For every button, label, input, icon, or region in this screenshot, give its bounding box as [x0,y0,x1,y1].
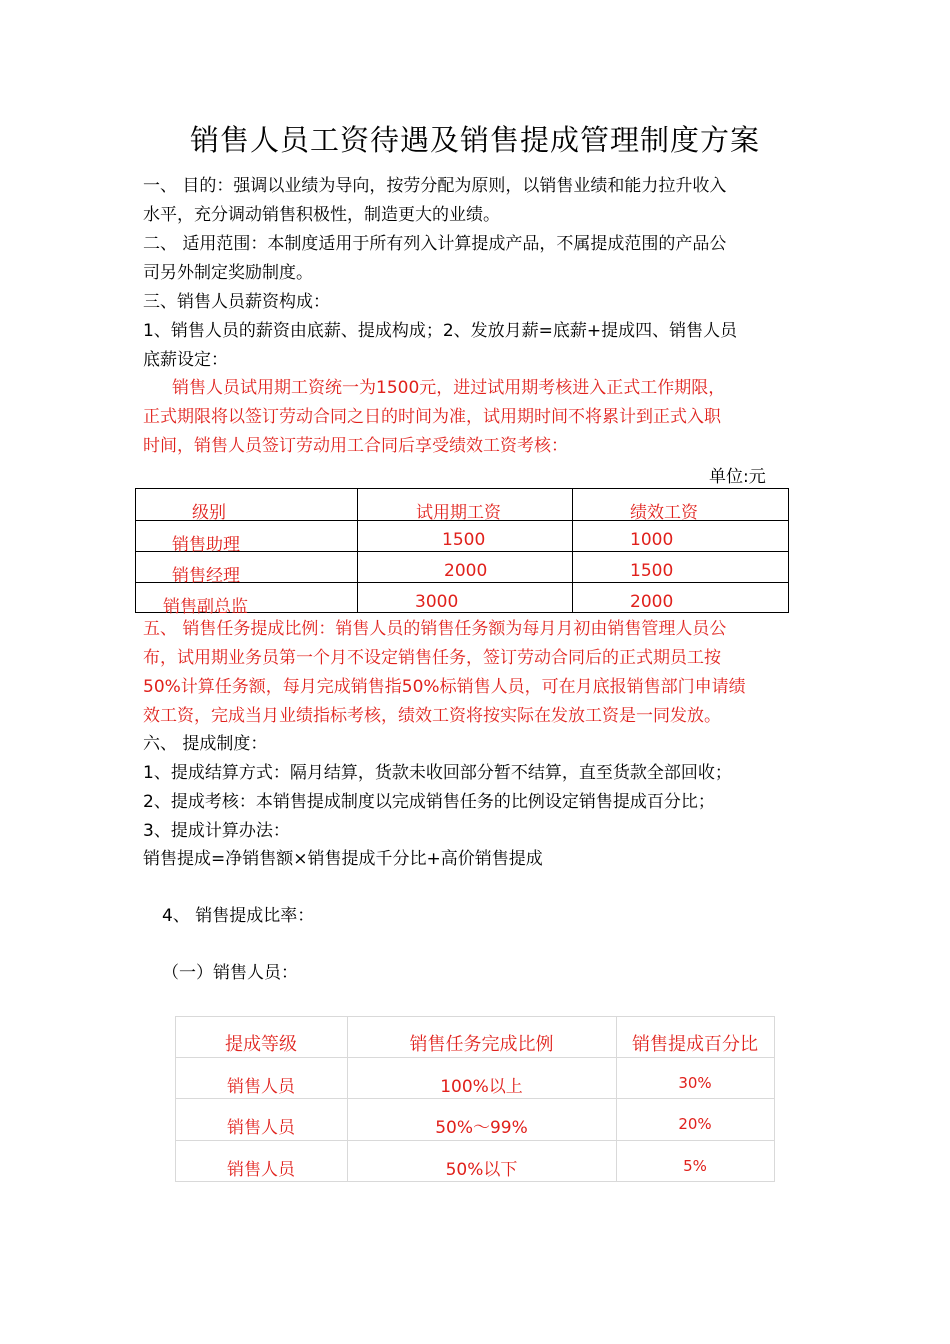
unit-label: 单位:元 [709,467,766,487]
commission-header-completion: 销售任务完成比例 [409,1034,554,1055]
commission-header-level: 提成等级 [225,1034,297,1055]
salary-header-level: 级别 [192,503,226,523]
section-1-line-1: 一、 目的：强调以业绩为导向，按劳分配为原则，以销售业绩和能力拉升收入 [143,176,727,196]
commission-table [175,1016,775,1182]
salary-row-3-performance: 2000 [630,592,674,612]
section-5-line-3: 50%计算任务额，每月完成销售指50%标销售人员，可在月底报销售部门申请绩 [143,677,746,697]
salary-row-2-probation: 2000 [444,561,488,581]
salary-header-performance: 绩效工资 [630,503,698,523]
commission-row-2-completion: 50%～99% [435,1118,528,1138]
salary-row-1-probation: 1500 [442,530,486,550]
section-2-line-2: 司另外制定奖励制度。 [143,263,313,283]
commission-row-3-percentage: 5% [683,1157,707,1175]
section-5-line-1: 五、 销售任务提成比例：销售人员的销售任务额为每月月初由销售管理人员公 [143,619,727,639]
salary-row-2-performance: 1500 [630,561,674,581]
document-title: 销售人员工资待遇及销售提成管理制度方案 [189,123,760,157]
subsection-sales-staff: （一）销售人员： [162,963,298,983]
section-6-item-2: 2、提成考核：本销售提成制度以完成销售任务的比例设定销售提成百分比； [143,792,715,812]
salary-row-1-performance: 1000 [630,530,674,550]
commission-header-percentage: 销售提成百分比 [632,1034,758,1055]
commission-row-2-percentage: 20% [678,1115,712,1133]
commission-row-1-level: 销售人员 [227,1077,295,1097]
section-3-line-3: 底薪设定： [143,350,228,370]
section-5-line-4: 效工资，完成当月业绩指标考核，绩效工资将按实际在发放工资是一同发放。 [143,706,721,726]
commission-row-2-level: 销售人员 [227,1118,295,1138]
salary-table [135,488,789,617]
section-3-line-2: 1、销售人员的薪资由底薪、提成构成；2、发放月薪=底薪+提成四、销售人员 [143,321,738,341]
commission-row-1-completion: 100%以上 [440,1077,523,1097]
section-6-heading: 六、 提成制度： [143,734,268,754]
commission-row-3-level: 销售人员 [227,1160,295,1180]
salary-row-1-level: 销售助理 [172,535,240,555]
probation-paragraph-line-2: 正式期限将以签订劳动合同之日的时间为准，试用期时间不将累计到正式入职 [143,407,721,427]
section-6-item-4: 4、 销售提成比率： [162,906,315,926]
salary-row-3-probation: 3000 [415,592,459,612]
commission-row-1-percentage: 30% [678,1074,712,1092]
probation-paragraph-line-1: 销售人员试用期工资统一为1500元，进过试用期考核进入正式工作期限， [172,378,726,398]
salary-header-probation: 试用期工资 [416,503,501,523]
salary-row-2-level: 销售经理 [172,566,240,586]
probation-paragraph-line-3: 时间，销售人员签订劳动用工合同后享受绩效工资考核： [143,436,568,456]
commission-row-3-completion: 50%以下 [445,1160,518,1180]
section-6-item-1: 1、提成结算方式：隔月结算，货款未收回部分暂不结算，直至货款全部回收； [143,763,732,783]
section-5-line-2: 布，试用期业务员第一个月不设定销售任务，签订劳动合同后的正式期员工按 [143,648,721,668]
commission-formula: 销售提成=净销售额×销售提成千分比+高价销售提成 [143,849,543,869]
section-1-line-2: 水平，充分调动销售积极性，制造更大的业绩。 [143,205,500,225]
section-2-line-1: 二、 适用范围：本制度适用于所有列入计算提成产品，不属提成范围的产品公 [143,234,727,254]
salary-row-3-level: 销售副总监 [163,597,248,617]
section-6-item-3: 3、提成计算办法： [143,821,290,841]
section-3-heading: 三、销售人员薪资构成： [143,292,330,312]
